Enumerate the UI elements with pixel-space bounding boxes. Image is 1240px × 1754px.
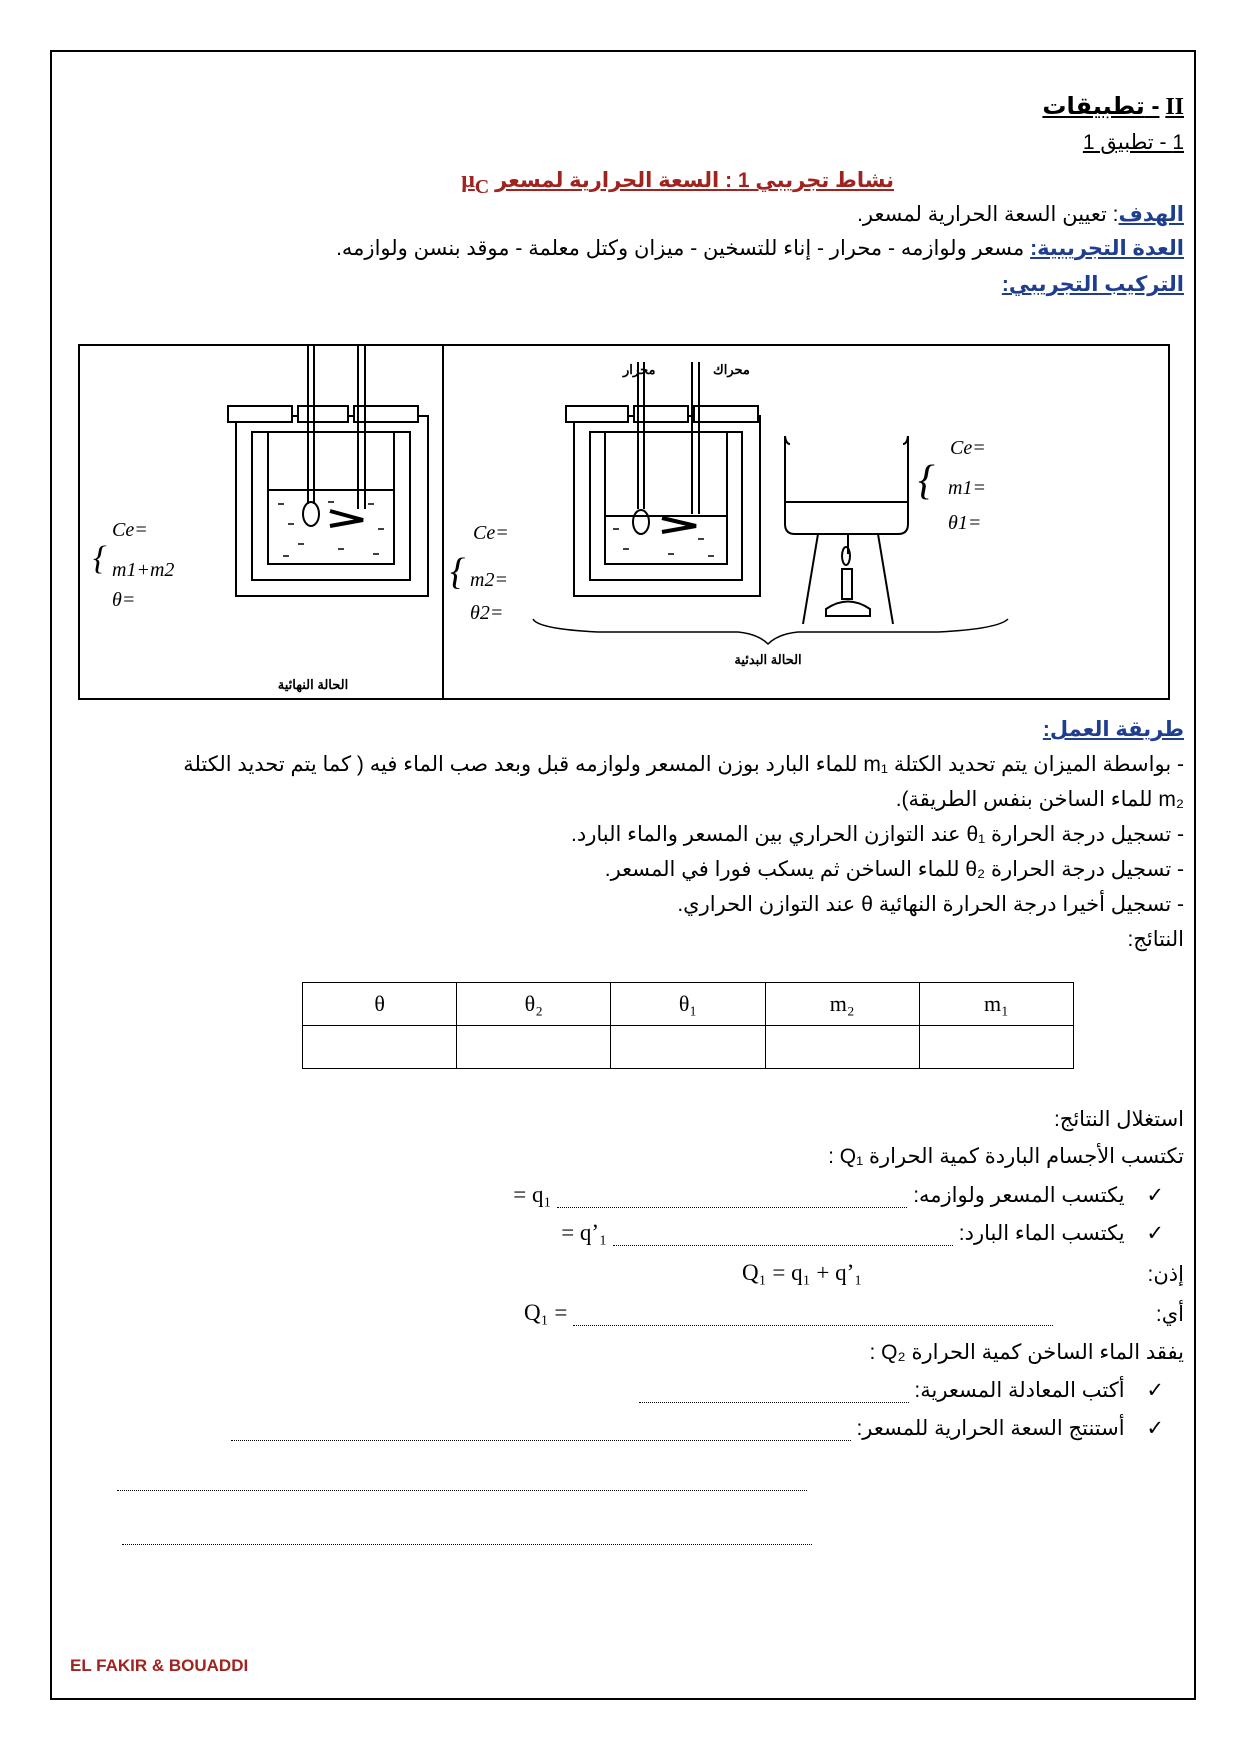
item2-label: يكتسب الماء البارد: (958, 1222, 1125, 1245)
heating-vessel-icon (785, 436, 908, 534)
initial-state-brace (533, 619, 1008, 644)
results-header-row (303, 983, 1074, 1026)
item1-label: يكتسب المسعر ولوازمه: (913, 1184, 1125, 1207)
check-icon: ✓ (1146, 1379, 1164, 1402)
method-label: طريقة العمل: (1042, 718, 1184, 741)
left-brace: { (93, 540, 107, 577)
results-value-cell[interactable] (303, 1026, 457, 1069)
thermometer-label: محرار (623, 362, 656, 377)
so-label: إذن: (1147, 1263, 1184, 1286)
results-table (302, 982, 1074, 1069)
item1-eq: q₁ = (513, 1182, 552, 1207)
method-step2: - تسجيل درجة الحرارة θ₁ عند التوازن الحراري بين المسعر والماء البارد. (571, 823, 1184, 846)
results-value-cell[interactable] (611, 1026, 765, 1069)
initial-state-caption: الحالة البدئية (734, 652, 802, 667)
gain-intro: تكتسب الأجسام الباردة كمية الحرارة Q₁ : (828, 1145, 1184, 1168)
section-title: II - تطبيقات (1042, 93, 1184, 120)
setup-line (62, 272, 1184, 297)
equipment-label: العدة التجريبية: (1030, 237, 1184, 260)
ie-eq: Q₁ = (524, 1300, 568, 1325)
mid-label-theta: θ2= (470, 602, 504, 624)
left-label-mass: m1+m2 (112, 559, 175, 581)
right-brace: { (918, 458, 935, 504)
right-label-theta: θ1= (948, 512, 982, 534)
left-label-ce: Ce= (112, 519, 148, 541)
item3-answer-line[interactable] (639, 1384, 909, 1403)
results-label: النتائج: (1127, 928, 1184, 951)
experiment-diagram (78, 344, 1170, 700)
right-label-ce: Ce= (950, 437, 986, 459)
item4-label: أستنتج السعة الحرارية للمسعر: (856, 1417, 1125, 1440)
results-header-cell: θ₂ (457, 983, 611, 1026)
item3-label: أكتب المعادلة المسعرية: (914, 1379, 1125, 1402)
section-number: II (1165, 94, 1184, 120)
mid-label-mass: m2= (470, 569, 508, 591)
subsection-title: 1 - تطبيق 1 (1082, 131, 1184, 154)
goal-text: : تعيين السعة الحرارية لمسعر. (857, 203, 1119, 226)
item4-line (62, 1416, 1164, 1441)
equipment-line (62, 236, 1184, 261)
results-header-cell: m₁ (919, 983, 1073, 1026)
right-labels (918, 437, 986, 534)
method-step1a: - بواسطة الميزان يتم تحديد الكتلة m₁ للماء البارد بوزن المسعر ولوازمه قبل وبعد صب الماء فيه ( كما يتم تحديد الكتلة (183, 753, 1184, 776)
left-labels (93, 519, 174, 611)
initial-calorimeter-icon (566, 362, 760, 596)
results-value-cell[interactable] (765, 1026, 919, 1069)
loss-intro: يفقد الماء الساخن كمية الحرارة Q₂ : (869, 1341, 1184, 1364)
mid-brace: { (450, 551, 466, 593)
item2-line (62, 1220, 1164, 1246)
setup-label: التركيب التجريبي: (1001, 273, 1184, 296)
results-header-cell: θ (303, 983, 457, 1026)
activity-title-text: نشاط تجريبي 1 : السعة الحرارية لمسعر (495, 169, 894, 192)
results-value-cell[interactable] (457, 1026, 611, 1069)
results-value-row (303, 1026, 1074, 1069)
method-label-line (62, 717, 1184, 742)
item3-line (62, 1378, 1164, 1403)
ie-label: أي: (1155, 1303, 1184, 1326)
so-line (62, 1262, 1184, 1287)
page-frame (50, 50, 1196, 1700)
extra-answer-line-1[interactable] (117, 1472, 807, 1491)
final-calorimeter-icon (228, 344, 428, 596)
method-step3: - تسجيل درجة الحرارة θ₂ للماء الساخن ثم يسكب فورا في المسعر. (604, 858, 1184, 881)
results-header-cell: θ₁ (611, 983, 765, 1026)
item1-answer-line[interactable] (557, 1189, 907, 1208)
results-value-cell[interactable] (919, 1026, 1073, 1069)
left-label-theta: θ= (112, 589, 136, 611)
goal-label: الهدف (1118, 203, 1184, 226)
check-icon: ✓ (1146, 1222, 1164, 1245)
final-state-caption: الحالة النهائية (277, 677, 349, 692)
activity-title (62, 167, 894, 199)
item2-answer-line[interactable] (613, 1227, 953, 1246)
equipment-text: مسعر ولوازمه - محرار - إناء للتسخين - ميزان وكتل معلمة - موقد بنسن ولوازمه. (336, 237, 1031, 260)
mid-label-ce: Ce= (473, 522, 509, 544)
so-equation: Q₁ = q₁ + q’₁ (742, 1260, 863, 1285)
goal-line (62, 202, 1184, 227)
diagram-border (79, 345, 1169, 699)
mid-labels (450, 522, 509, 624)
diagram-svg (78, 344, 1170, 700)
section-title-text: تطبيقات (1042, 93, 1145, 120)
check-icon: ✓ (1146, 1184, 1164, 1207)
ie-equation (524, 1300, 1053, 1326)
exploitation-label: استغلال النتائج: (1053, 1108, 1184, 1131)
method-step1b: m₂ للماء الساخن بنفس الطريقة). (895, 788, 1184, 811)
item4-answer-line[interactable] (231, 1422, 851, 1441)
burner-icon (803, 534, 893, 624)
item1-line (62, 1182, 1164, 1208)
right-label-mass: m1= (948, 477, 986, 499)
activity-symbol: $\mu_C$ (461, 167, 490, 198)
stirrer-label: محراك (713, 362, 750, 377)
method-step4: - تسجيل أخيرا درجة الحرارة النهائية θ عند التوازن الحراري. (677, 893, 1184, 916)
ie-answer-line[interactable] (573, 1307, 1053, 1326)
results-header-cell: m₂ (765, 983, 919, 1026)
extra-answer-line-2[interactable] (122, 1526, 812, 1545)
footer-authors: EL FAKIR & BOUADDI (70, 1656, 249, 1675)
item2-eq: q’₁ = (561, 1220, 608, 1245)
check-icon: ✓ (1146, 1417, 1164, 1440)
